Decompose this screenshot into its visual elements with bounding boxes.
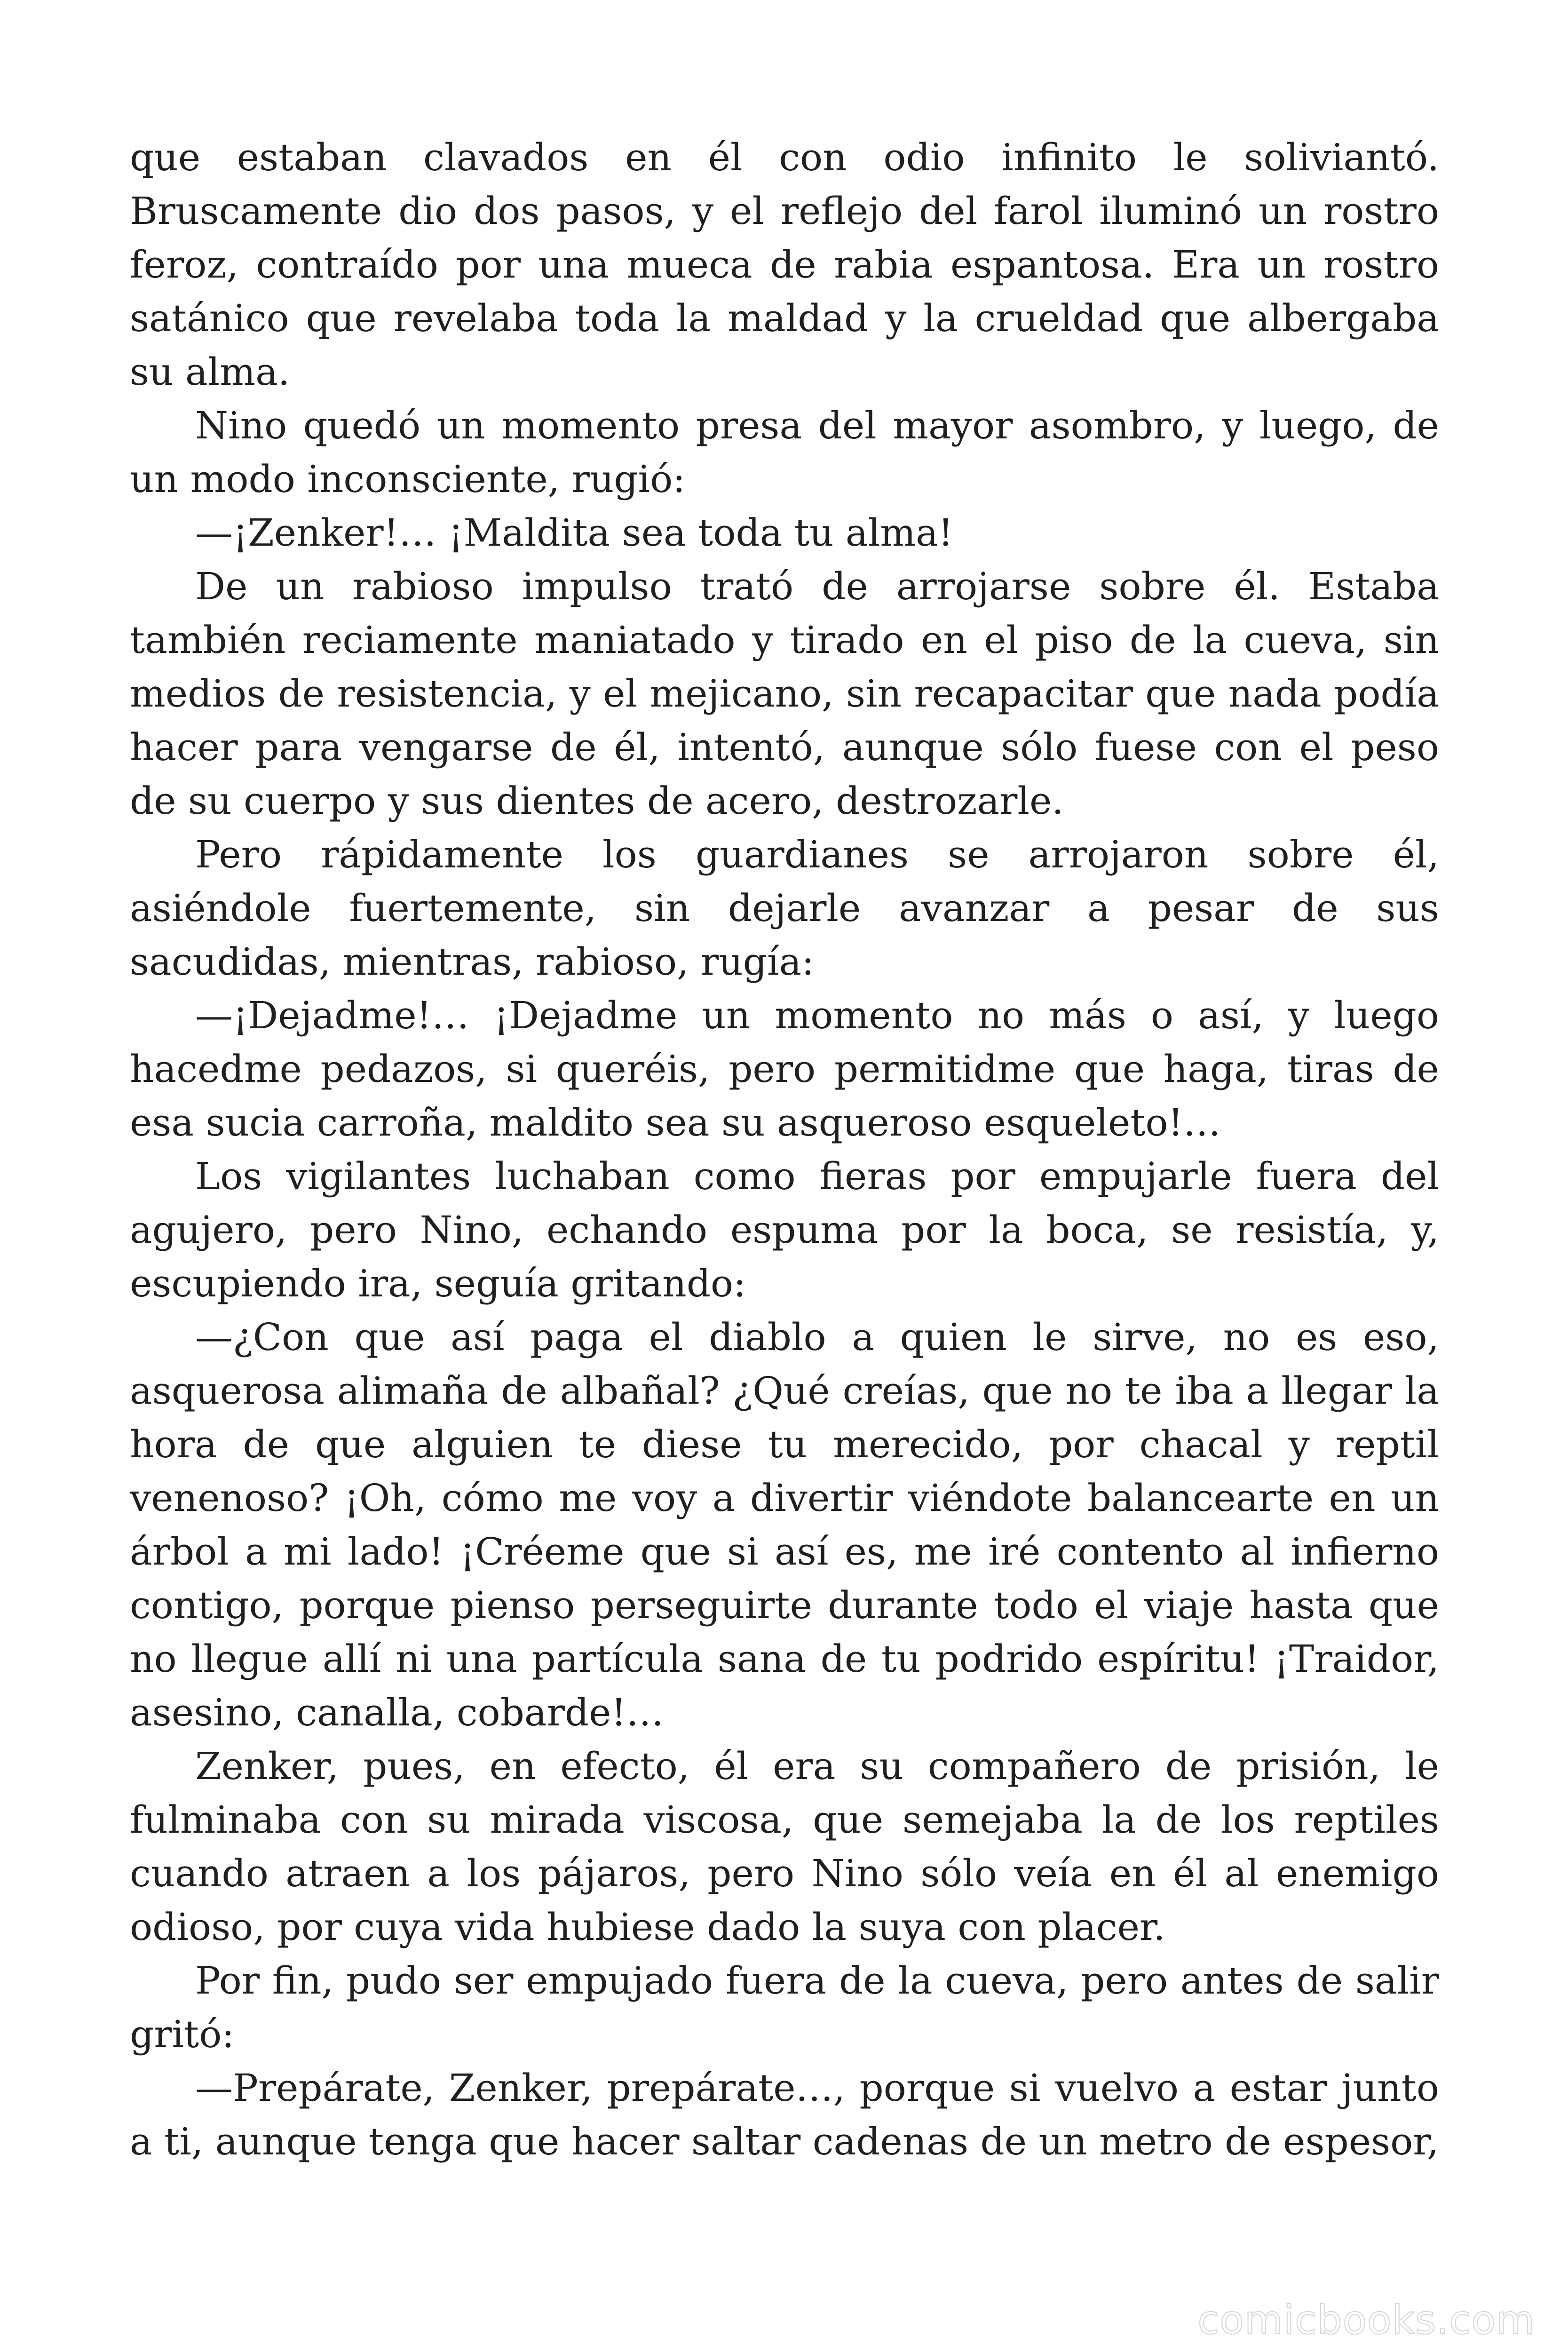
paragraph-11: —Prepárate, Zenker, prepárate…, porque si vuelvo a estar junto a ti, aunque tenga que hacer saltar cadenas de un metro de espesor,	[130, 2066, 1439, 2163]
paragraph-6: —¡Dejadme!… ¡Dejadme un momento no más o así, y luego hacedme pedazos, si queréis, pero permitidme que haga, tiras de esa sucia carroña, maldito sea su asqueroso esqueleto!…	[130, 993, 1439, 1144]
paragraph-8: —¿Con que así paga el diablo a quien le sirve, no es eso, asquerosa alimaña de albañal? ¿Qué creías, que no te iba a llegar la hora de que alguien te diese tu merecido, por chacal y reptil venenoso? ¡Oh, cómo me voy a divertir viéndote balancearte en un árbol a mi lado! ¡Créeme que si así es, me iré contento al infierno contigo, porque pienso perseguirte durante todo el viaje hasta que no llegue allí ni una partícula sana de tu podrido espíritu! ¡Traidor, asesino, canalla, cobarde!…	[130, 1315, 1439, 1734]
paragraph-2: Nino quedó un momento presa del mayor asombro, y luego, de un modo inconsciente, rugió:	[130, 404, 1439, 501]
paragraph-7: Los vigilantes luchaban como fieras por empujarle fuera del agujero, pero Nino, echando espuma por la boca, se resistía, y, escupiendo ira, seguía gritando:	[130, 1154, 1439, 1305]
page-body	[130, 131, 1439, 2169]
paragraph-10: Por fin, pudo ser empujado fuera de la cueva, pero antes de salir gritó:	[130, 1959, 1439, 2056]
watermark: comicbooks.com	[1197, 2297, 1535, 2343]
paragraph-4: De un rabioso impulso trató de arrojarse sobre él. Estaba también reciamente maniatado y tirado en el piso de la cueva, sin medios de resistencia, y el mejicano, sin recapacitar que nada podía hacer para vengarse de él, intentó, aunque sólo fuese con el peso de su cuerpo y sus dientes de acero, destrozarle.	[130, 564, 1439, 823]
paragraph-3: —¡Zenker!… ¡Maldita sea toda tu alma!	[195, 511, 953, 555]
paragraph-5: Pero rápidamente los guardianes se arrojaron sobre él, asiéndole fuertemente, sin dejarle avanzar a pesar de sus sacudidas, mientras, rabioso, rugía:	[130, 833, 1439, 984]
paragraph-9: Zenker, pues, en efecto, él era su compañero de prisión, le fulminaba con su mirada viscosa, que semejaba la de los reptiles cuando atraen a los pájaros, pero Nino sólo veía en él al enemigo odioso, por cuya vida hubiese dado la suya con placer.	[130, 1744, 1439, 1949]
paragraph-1: que estaban clavados en él con odio infinito le soliviantó. Bruscamente dio dos pasos, y el reflejo del farol iluminó un rostro feroz, contraído por una mueca de rabia espantosa. Era un rostro satánico que revelaba toda la maldad y la crueldad que albergaba su alma.	[130, 135, 1439, 394]
